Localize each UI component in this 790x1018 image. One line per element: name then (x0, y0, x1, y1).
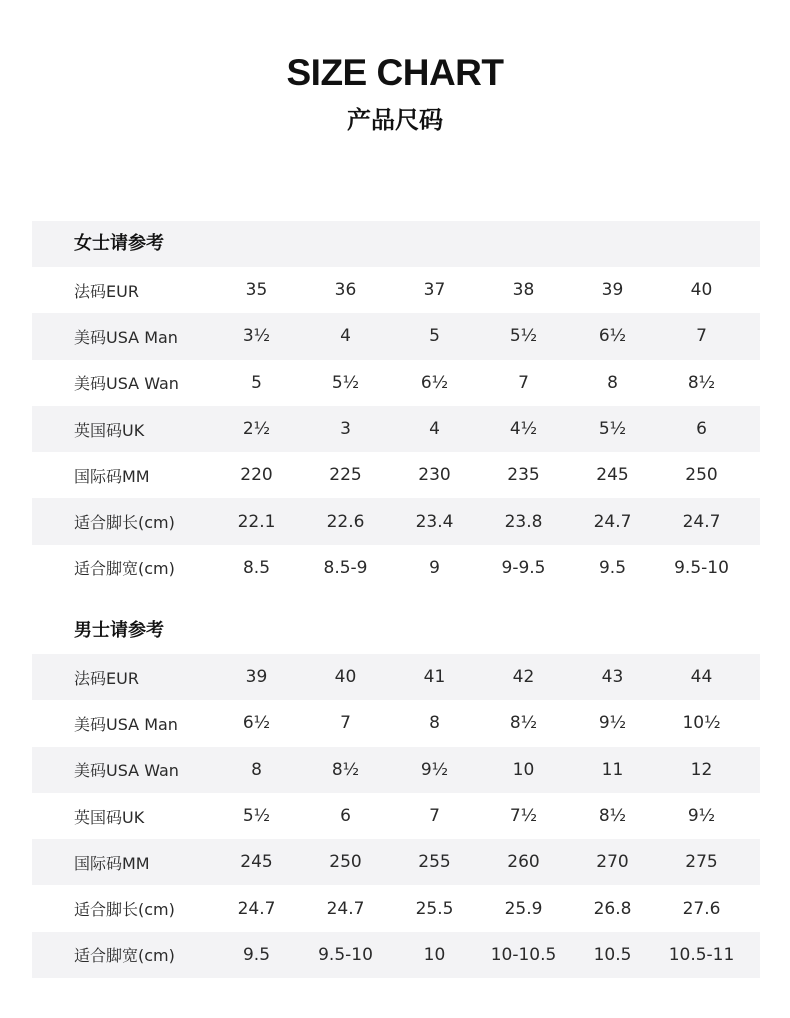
table-row (32, 545, 760, 591)
size-cell: 23.8 (504, 511, 543, 532)
size-cell: 3 (340, 419, 351, 440)
size-cell: 7 (518, 372, 529, 393)
size-cell: 235 (507, 465, 540, 486)
size-cell: 8½ (687, 372, 716, 393)
table-row (32, 793, 760, 839)
size-cell: 9½ (687, 806, 716, 827)
row-label: 适合脚长(cm) (74, 513, 175, 533)
size-cell: 8.5 (242, 557, 271, 578)
size-cell: 22.1 (237, 511, 276, 532)
size-cell: 5½ (509, 326, 538, 347)
size-cell: 10 (512, 759, 535, 780)
size-cell: 9.5 (242, 944, 271, 965)
size-cell: 9 (429, 557, 440, 578)
size-cell: 255 (418, 852, 451, 873)
row-label: 英国码UK (74, 420, 145, 440)
row-label: 美码USA Man (74, 327, 178, 347)
row-label: 美码USA Man (74, 714, 178, 734)
row-label: 美码USA Wan (74, 761, 179, 781)
size-cell: 24.7 (593, 511, 632, 532)
size-cell: 6 (696, 419, 707, 440)
size-cell: 9.5-10 (318, 944, 373, 965)
row-label: 法码EUR (74, 668, 139, 688)
table-row (32, 406, 760, 452)
size-cell: 5½ (242, 806, 271, 827)
size-cell: 2½ (242, 419, 271, 440)
row-label: 法码EUR (74, 281, 139, 301)
size-cell: 9½ (420, 759, 449, 780)
size-cell: 230 (418, 465, 451, 486)
size-cell: 8 (251, 759, 262, 780)
size-cell: 12 (690, 759, 713, 780)
size-cell: 6½ (242, 713, 271, 734)
size-cell: 9.5-10 (674, 557, 729, 578)
size-cell: 22.6 (326, 511, 365, 532)
size-cell: 9.5 (598, 557, 627, 578)
size-cell: 275 (685, 852, 718, 873)
size-cell: 42 (512, 667, 535, 688)
table-body (32, 654, 760, 978)
size-cell: 25.9 (504, 898, 543, 919)
row-label: 国际码MM (74, 466, 150, 486)
size-cell: 11 (601, 759, 624, 780)
table-body (32, 267, 760, 591)
size-cell: 6 (340, 806, 351, 827)
table-row (32, 700, 760, 746)
size-cell: 5 (429, 326, 440, 347)
size-cell: 38 (512, 280, 535, 301)
size-cell: 8½ (509, 713, 538, 734)
size-cell: 7 (696, 326, 707, 347)
size-cell: 9-9.5 (501, 557, 546, 578)
size-cell: 5 (251, 372, 262, 393)
table-row (32, 498, 760, 544)
size-cell: 8 (429, 713, 440, 734)
page-subtitle: 产品尺码 (347, 106, 443, 134)
row-label: 美码USA Wan (74, 374, 179, 394)
size-cell: 41 (423, 667, 446, 688)
size-cell: 220 (240, 465, 273, 486)
size-cell: 37 (423, 280, 446, 301)
size-cell: 245 (240, 852, 273, 873)
table-row (32, 267, 760, 313)
page-title: SIZE CHART (286, 52, 504, 93)
row-label: 国际码MM (74, 853, 150, 873)
table-row (32, 932, 760, 978)
row-label: 适合脚长(cm) (74, 900, 175, 920)
size-cell: 27.6 (682, 898, 721, 919)
table-row (32, 313, 760, 359)
size-cell: 5½ (331, 372, 360, 393)
men-size-table (32, 608, 760, 978)
table-row (32, 360, 760, 406)
women-size-table (32, 221, 760, 591)
size-cell: 8 (607, 372, 618, 393)
size-cell: 8.5-9 (323, 557, 368, 578)
size-cell: 3½ (242, 326, 271, 347)
size-cell: 10 (423, 944, 446, 965)
size-cell: 5½ (598, 419, 627, 440)
size-cell: 270 (596, 852, 629, 873)
size-cell: 245 (596, 465, 629, 486)
size-cell: 6½ (598, 326, 627, 347)
size-cell: 26.8 (593, 898, 632, 919)
row-label: 英国码UK (74, 807, 145, 827)
size-cell: 250 (329, 852, 362, 873)
size-cell: 24.7 (682, 511, 721, 532)
size-cell: 23.4 (415, 511, 454, 532)
size-cell: 36 (334, 280, 357, 301)
size-cell: 25.5 (415, 898, 454, 919)
size-cell: 250 (685, 465, 718, 486)
size-cell: 43 (601, 667, 624, 688)
size-cell: 260 (507, 852, 540, 873)
table-row (32, 885, 760, 931)
section-heading: 女士请参考 (32, 221, 760, 267)
size-cell: 7½ (509, 806, 538, 827)
size-cell: 7 (340, 713, 351, 734)
size-cell: 24.7 (237, 898, 276, 919)
size-cell: 8½ (331, 759, 360, 780)
size-cell: 225 (329, 465, 362, 486)
size-cell: 4 (429, 419, 440, 440)
table-row (32, 839, 760, 885)
size-cell: 40 (690, 280, 713, 301)
size-cell: 35 (245, 280, 268, 301)
size-cell: 10.5-11 (668, 944, 735, 965)
size-cell: 7 (429, 806, 440, 827)
size-cell: 44 (690, 667, 713, 688)
size-cell: 39 (245, 667, 268, 688)
size-cell: 24.7 (326, 898, 365, 919)
size-cell: 4½ (509, 419, 538, 440)
row-label: 适合脚宽(cm) (74, 559, 175, 579)
size-cell: 9½ (598, 713, 627, 734)
size-cell: 6½ (420, 372, 449, 393)
size-cell: 8½ (598, 806, 627, 827)
row-label: 适合脚宽(cm) (74, 946, 175, 966)
table-row (32, 452, 760, 498)
size-cell: 40 (334, 667, 357, 688)
section-heading: 男士请参考 (74, 620, 164, 641)
size-cell: 4 (340, 326, 351, 347)
size-cell: 10-10.5 (490, 944, 557, 965)
size-cell: 10½ (682, 713, 721, 734)
table-row (32, 654, 760, 700)
table-row (32, 747, 760, 793)
size-cell: 39 (601, 280, 624, 301)
size-cell: 10.5 (593, 944, 632, 965)
